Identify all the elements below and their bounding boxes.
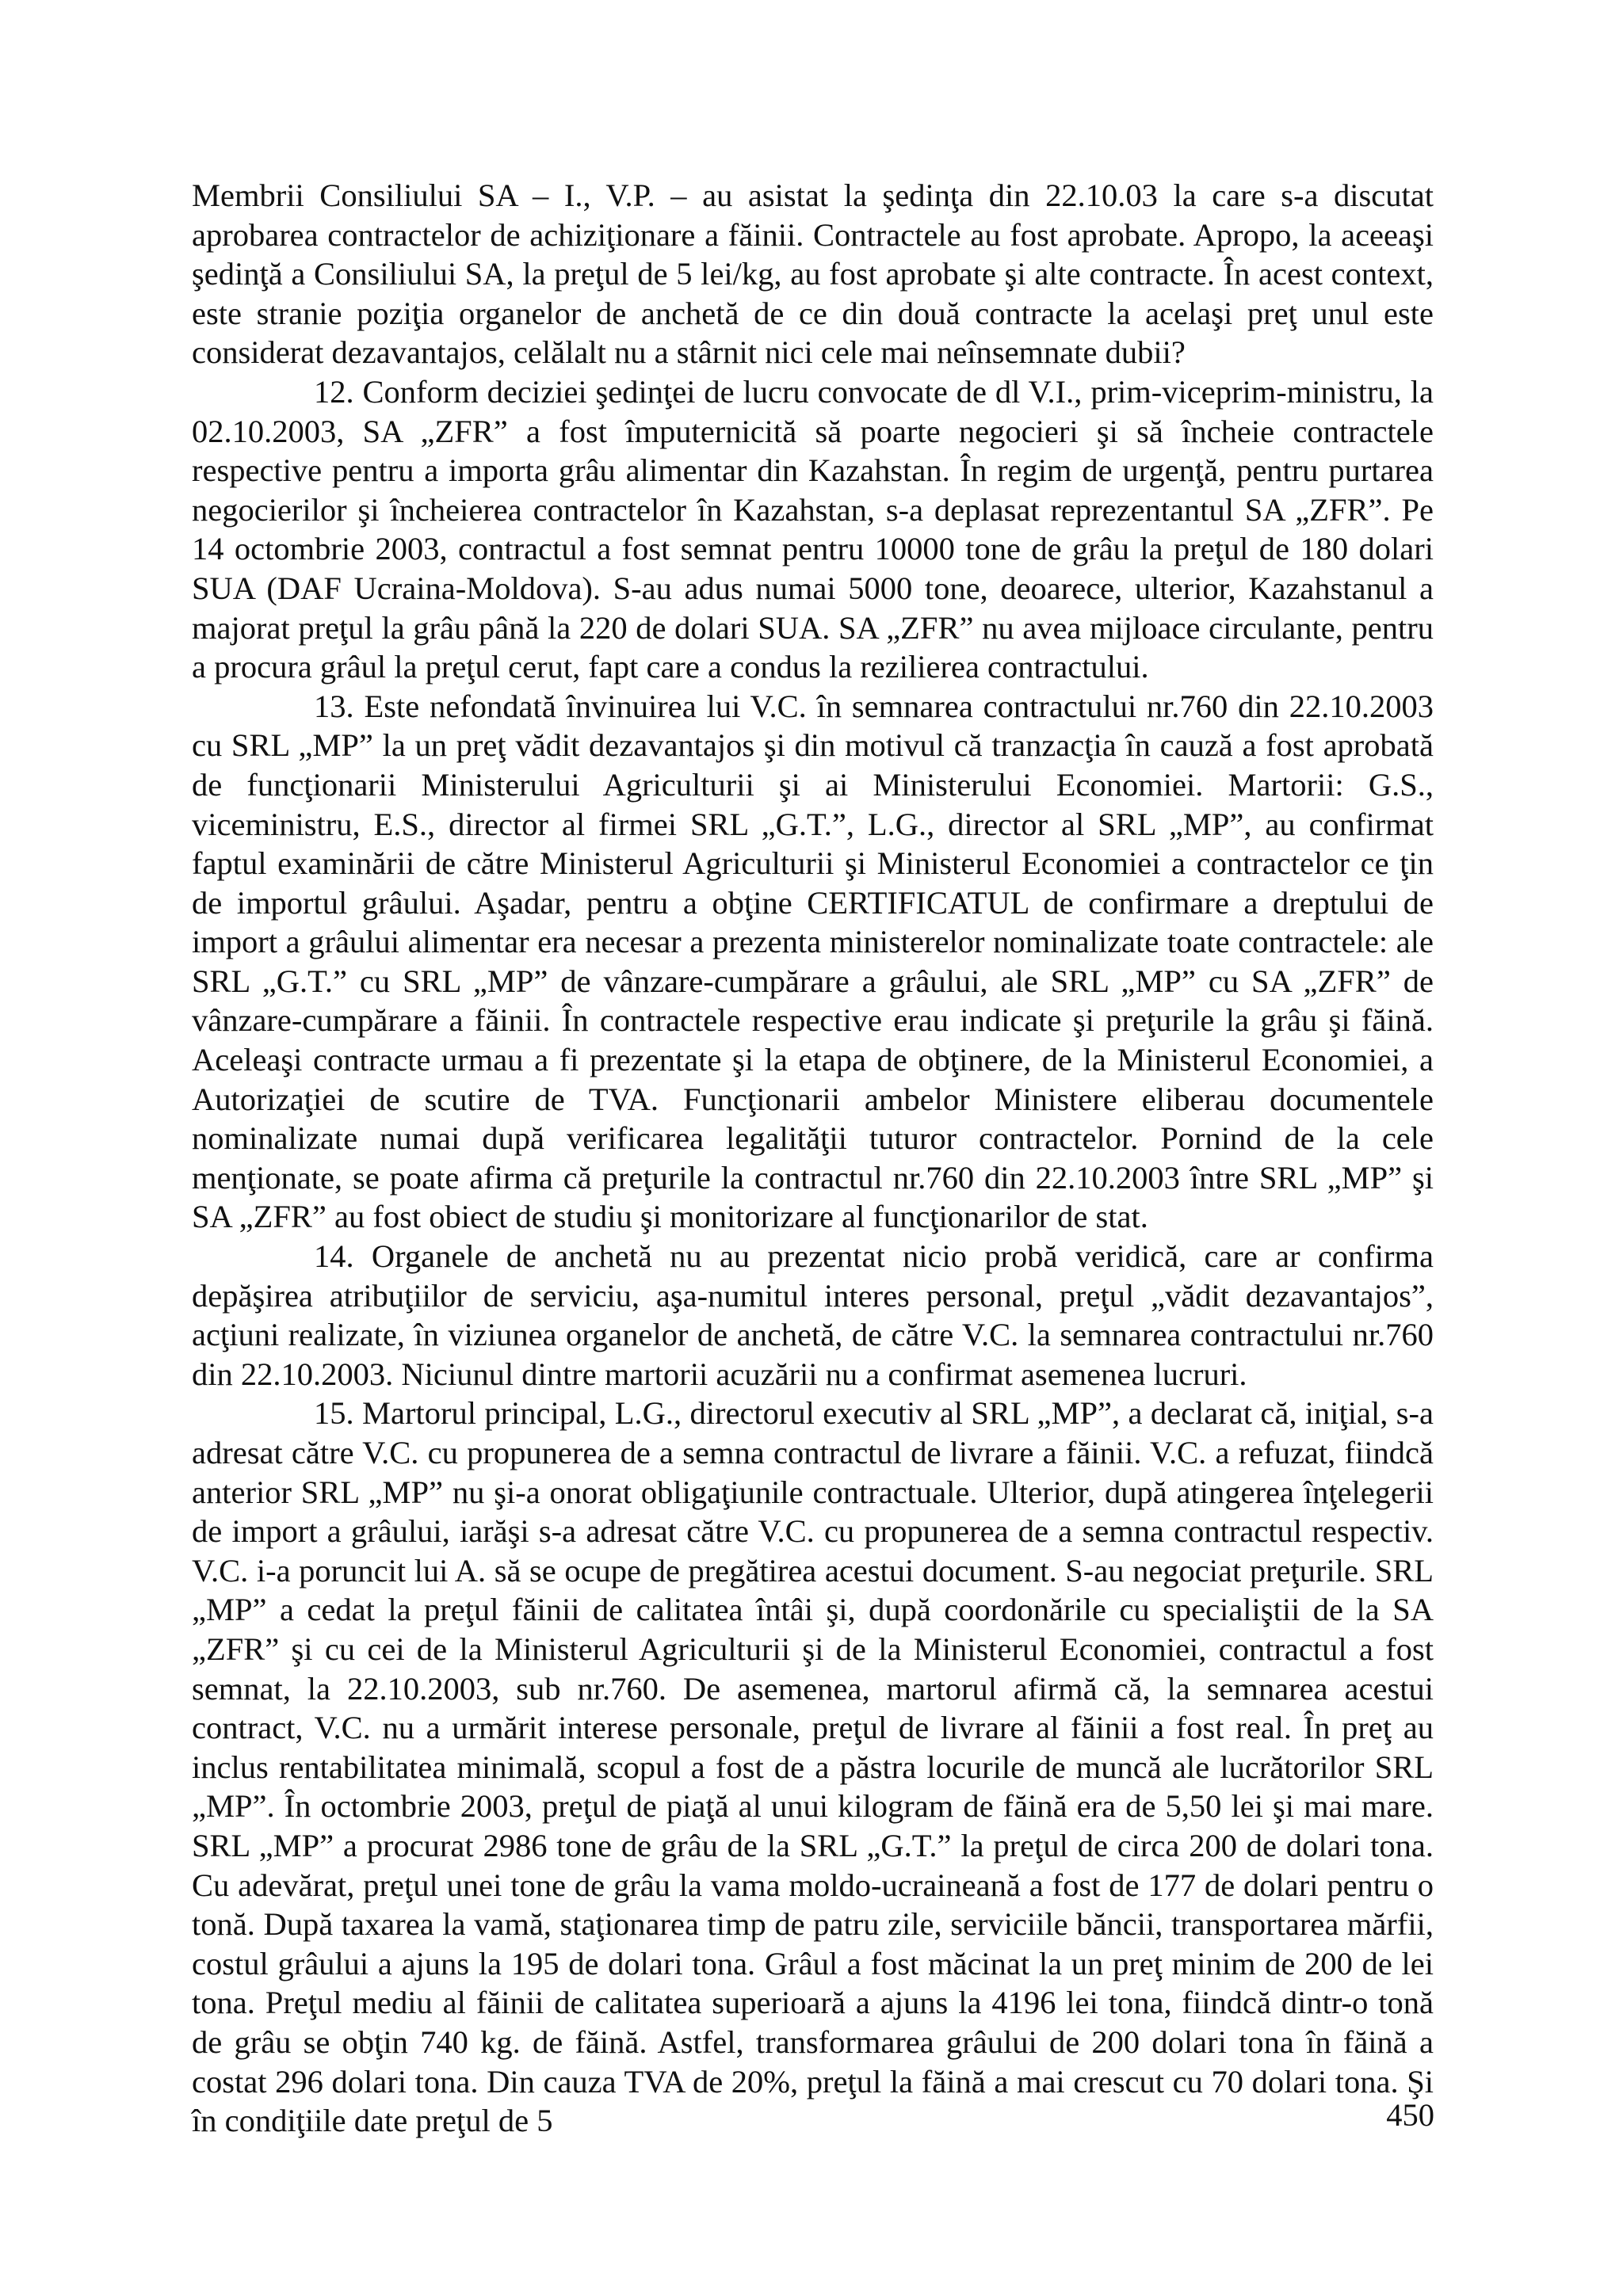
- page-number: 450: [1386, 2097, 1434, 2133]
- paragraph-15: 15. Martorul principal, L.G., directorul executiv al SRL „MP”, a declarat că, iniţial, s-a adresat către V.C. cu propunerea de a semna contractul de livrare a făinii. V.C. a refuzat, fiindcă anterior SRL „MP” nu şi-a onorat obligaţiunile contractuale. Ulterior, după atingerea înţelegerii de import a grâului, iarăşi s-a adresat către V.C. cu propunerea de a semna contractul respectiv. V.C. i-a poruncit lui A. să se ocupe de pregătirea acestui document. S-au negociat preţurile. SRL „MP” a cedat la preţul făinii de calitatea întâi şi, după coordonările cu specialiştii de la SA „ZFR” şi cu cei de la Ministerul Agriculturii şi de la Ministerul Economiei, contractul a fost semnat, la 22.10.2003, sub nr.760. De asemenea, martorul afirmă că, la semnarea acestui contract, V.C. nu a urmărit interese personale, preţul de livrare al făinii a fost real. În preţ au inclus rentabilitatea minimală, scopul a fost de a păstra locurile de muncă ale lucrătorilor SRL „MP”. În octombrie 2003, preţul de piaţă al unui kilogram de făină era de 5,50 lei şi mai mare. SRL „MP” a procurat 2986 tone de grâu de la SRL „G.T.” la preţul de circa 200 de dolari tona. Cu adevărat, preţul unei tone de grâu la vama moldo-ucraineană a fost de 177 de dolari pentru o tonă. După taxarea la vamă, staţionarea timp de patru zile, serviciile băncii, transportarea mărfii, costul grâului a ajuns la 195 de dolari tona. Grâul a fost măcinat la un preţ minim de 200 de lei tona. Preţul mediu al făinii de calitatea superioară a ajuns la 4196 lei tona, fiindcă dintr-o tonă de grâu se obţin 740 kg. de făină. Astfel, transformarea grâului de 200 dolari tona în făină a costat 296 dolari tona. Din cauza TVA de 20%, preţul la făină a mai crescut cu 70 dolari tona. Şi în condiţiile date preţul de 5: [192, 1395, 1434, 2139]
- paragraph-continuation: Membrii Consiliului SA – I., V.P. – au asistat la şedinţa din 22.10.03 la care s-a discutat aprobarea contractelor de achiziţionare a făinii. Contractele au fost aprobate. Apropo, la aceeaşi şedinţă a Consiliului SA, la preţul de 5 lei/kg, au fost aprobate şi alte contracte. În acest context, este stranie poziţia organelor de anchetă de ce din două contracte la acelaşi preţ unul este considerat dezavantajos, celălalt nu a stârnit nici cele mai neînsemnate dubii?: [192, 177, 1434, 371]
- paragraph-14: 14. Organele de anchetă nu au prezentat nicio probă veridică, care ar confirma depăşirea atribuţiilor de serviciu, aşa-numitul interes personal, preţul „vădit dezavantajos”, acţiuni realizate, în viziunea organelor de anchetă, de către V.C. la semnarea contractului nr.760 din 22.10.2003. Niciunul dintre martorii acuzării nu a confirmat asemenea lucruri.: [192, 1238, 1434, 1392]
- paragraph-13: 13. Este nefondată învinuirea lui V.C. în semnarea contractului nr.760 din 22.10.2003 cu SRL „MP” la un preţ vădit dezavantajos şi din motivul că tranzacţia în cauză a fost aprobată de funcţionarii Ministerului Agriculturii şi ai Ministerului Economiei. Martorii: G.S., viceministru, E.S., director al firmei SRL „G.T.”, L.G., director al SRL „MP”, au confirmat faptul examinării de către Ministerul Agriculturii şi Ministerul Economiei a contractelor ce ţin de importul grâului. Aşadar, pentru a obţine CERTIFICATUL de confirmare a dreptului de import a grâului alimentar era necesar a prezenta ministerelor nominalizate toate contractele: ale SRL „G.T.” cu SRL „MP” de vânzare-cumpărare a grâului, ale SRL „MP” cu SA „ZFR” de vânzare-cumpărare a făinii. În contractele respective erau indicate şi preţurile la grâu şi făină. Aceleaşi contracte urmau a fi prezentate şi la etapa de obţinere, de la Ministerul Economiei, a Autorizaţiei de scutire de TVA. Funcţionarii ambelor Ministere eliberau documentele nominalizate numai după verificarea legalităţii tuturor contractelor. Pornind de la cele menţionate, se poate afirma că preţurile la contractul nr.760 din 22.10.2003 între SRL „MP” şi SA „ZFR” au fost obiect de studiu şi monitorizare al funcţionarilor de stat.: [192, 688, 1434, 1235]
- body-text: [192, 176, 1434, 2141]
- paragraph-12: 12. Conform deciziei şedinţei de lucru convocate de dl V.I., prim-viceprim-ministru, la 02.10.2003, SA „ZFR” a fost împuternicită să poarte negocieri şi să încheie contractele respective pentru a importa grâu alimentar din Kazahstan. În regim de urgenţă, pentru purtarea negocierilor şi încheierea contractelor în Kazahstan, s-a deplasat reprezentantul SA „ZFR”. Pe 14 octombrie 2003, contractul a fost semnat pentru 10000 tone de grâu la preţul de 180 dolari SUA (DAF Ucraina-Moldova). S-au adus numai 5000 tone, deoarece, ulterior, Kazahstanul a majorat preţul la grâu până la 220 de dolari SUA. SA „ZFR” nu avea mijloace circulante, pentru a procura grâul la preţul cerut, fapt care a condus la rezilierea contractului.: [192, 373, 1434, 685]
